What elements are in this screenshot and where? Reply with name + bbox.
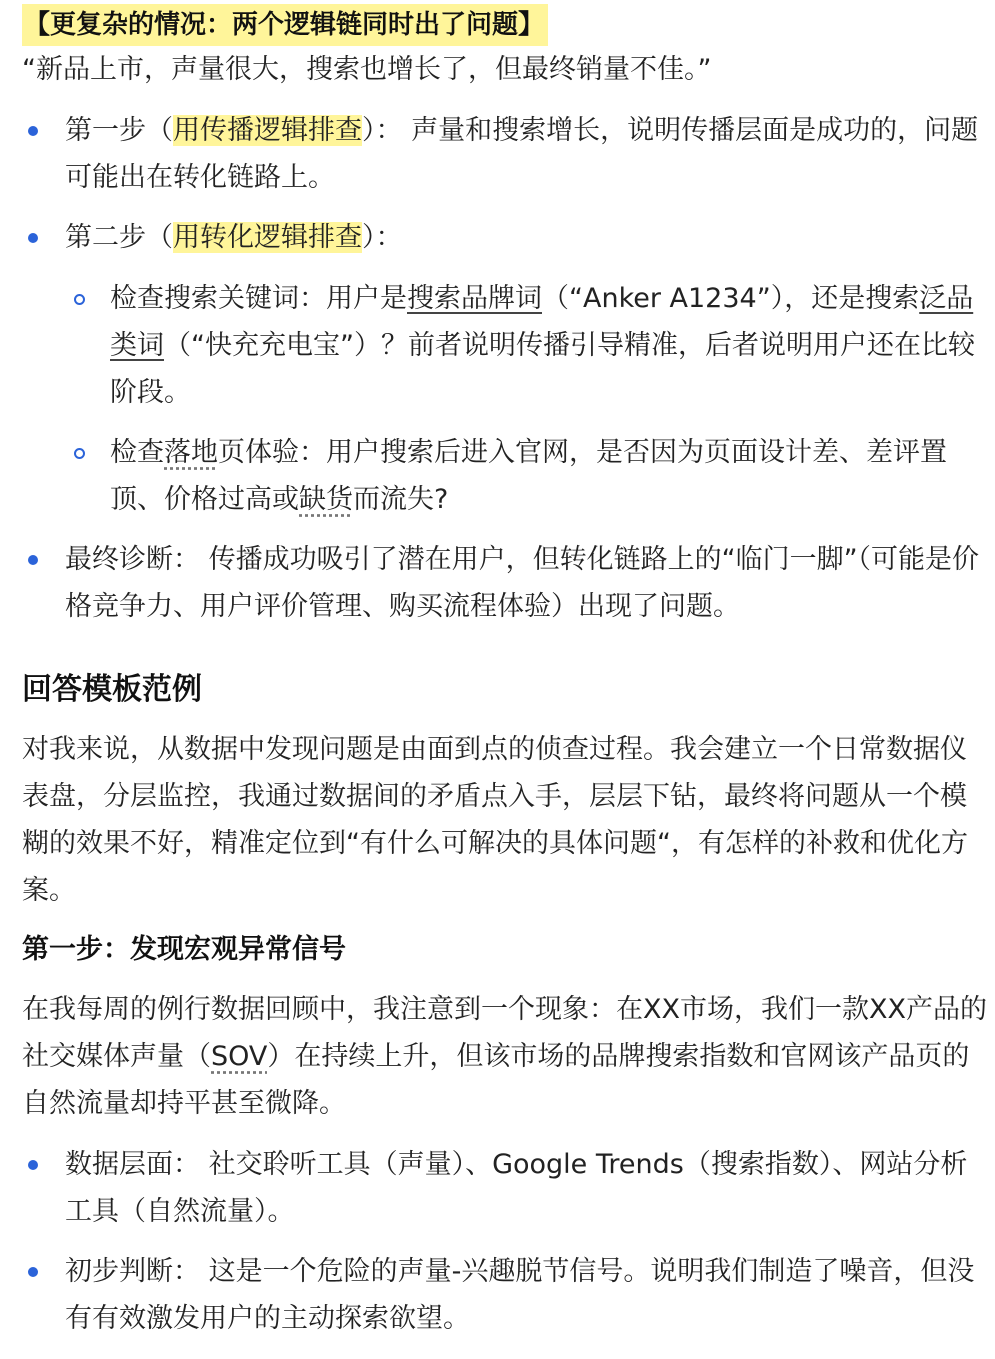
step-one-title: 第一步：发现宏观异常信号	[22, 934, 346, 965]
case-heading-row	[22, 0, 990, 46]
highlighted-text: 用转化逻辑排查	[173, 222, 362, 253]
sub-list	[65, 275, 990, 523]
highlighted-text: 用传播逻辑排查	[173, 115, 362, 146]
dotted-term: 落地	[164, 437, 218, 468]
underlined-term: 搜索品牌词	[407, 283, 542, 314]
final-label: 最终诊断：	[65, 544, 200, 575]
sub-list-item: 检查落地页体验：用户搜索后进入官网，是否因为页面设计差、差评置顶、价格过高或缺货而流失?	[65, 429, 990, 523]
section-intro: 对我来说，从数据中发现问题是由面到点的侦查过程。我会建立一个日常数据仪表盘，分层监控，我通过数据间的矛盾点入手，层层下钻，最终将问题从一个模糊的效果不好，精准定位到“有什么可解决的具体问题“，有怎样的补救和优化方案。	[22, 734, 968, 906]
section-title: 回答模板范例	[22, 672, 202, 707]
dotted-term: 缺货	[299, 484, 353, 515]
list-item: 第二步（用转化逻辑排查）： 检查搜索关键词：用户是搜索品牌词（“Anker A1234”），还是搜索泛品类词（“快充充电宝”）？前者说明传播引导精准，后者说明用户还在比较阶段。 检查落地页体验：用户搜索后进入官网，是否因为页面设计差、差评置顶、价格过高或缺货而流失?	[22, 214, 990, 523]
case-heading: 【更复杂的情况：两个逻辑链同时出了问题】	[22, 4, 548, 46]
dotted-term: SOV	[211, 1041, 268, 1072]
step-one-paragraph: 在我每周的例行数据回顾中，我注意到一个现象：在XX市场，我们一款XX产品的社交媒体声量（SOV）在持续上升，但该市场的品牌搜索指数和官网该产品页的自然流量却持平甚至微降。	[22, 994, 987, 1119]
list-item: 最终诊断： 传播成功吸引了潜在用户，但转化链路上的“临门一脚”（可能是价格竞争力、用户评价管理、购买流程体验）出现了问题。	[22, 536, 990, 630]
step-one-list	[22, 1141, 990, 1342]
sub-list-item: 检查搜索关键词：用户是搜索品牌词（“Anker A1234”），还是搜索泛品类词（“快充充电宝”）？前者说明传播引导精准，后者说明用户还在比较阶段。	[65, 275, 990, 416]
case-quote: “新品上市，声量很大，搜索也增长了，但最终销量不佳。”	[22, 54, 712, 85]
document	[22, 0, 990, 1342]
list-item: 第一步（用传播逻辑排查）： 声量和搜索增长，说明传播层面是成功的，问题可能出在转化链路上。	[22, 107, 990, 201]
list-item: 初步判断： 这是一个危险的声量-兴趣脱节信号。说明我们制造了噪音，但没有有效激发用户的主动探索欲望。	[22, 1248, 990, 1342]
underlined-term: 泛品类词	[110, 283, 974, 361]
case-steps-list	[22, 107, 990, 630]
list-item: 数据层面： 社交聆听工具（声量）、Google Trends（搜索指数）、网站分析工具（自然流量）。	[22, 1141, 990, 1235]
